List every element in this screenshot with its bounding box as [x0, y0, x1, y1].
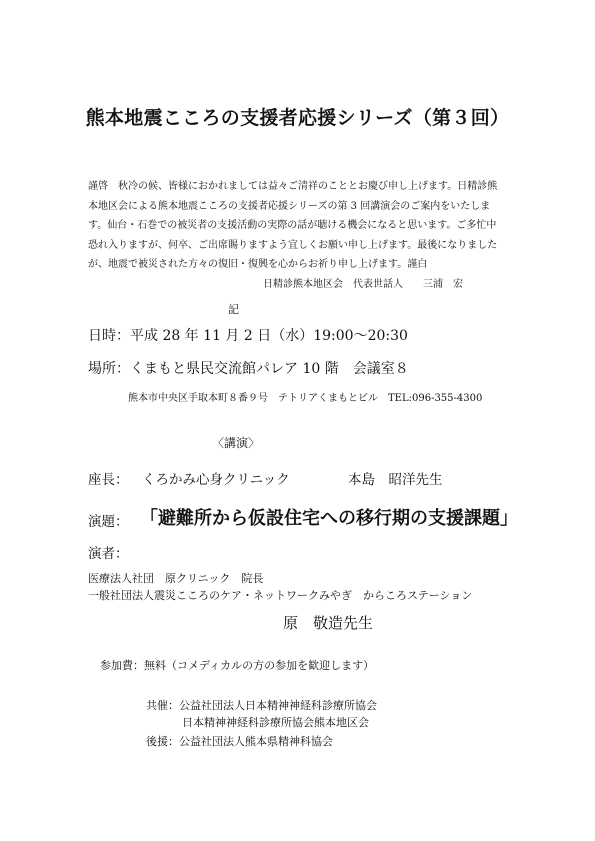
- greeting-line: す。仙台・石巻での被災者の支援活動の実際の話が聴ける機会になると思います。ご多忙中: [88, 220, 497, 232]
- lecture-heading: 〈講演〉: [212, 436, 261, 450]
- cohost-organizer: 共催：公益社団法人日本精神神経科診療所協会: [146, 699, 377, 712]
- greeting-line: が、地震で被災された方々の復旧・復興を心からお祈り申し上げます。謹白: [88, 259, 428, 271]
- speaker-label: 演者：: [88, 546, 129, 562]
- speaker-affiliation: 一般社団法人震災こころのケア・ネットワークみやぎ からころステーション: [88, 589, 473, 602]
- greeting-line: 謹啓 秋冷の候、皆様におかれましては益々ご清祥のこととお慶び申し上げます。日精診熊: [88, 181, 498, 192]
- chair-label: 座長：: [88, 472, 129, 488]
- greeting-line: 本地区会による熊本地震こころの支援者応援シリーズの第 3 回講演会のご案内をいたしま: [88, 200, 491, 212]
- signature: 日精診熊本地区会 代表世話人 三浦 宏: [263, 279, 463, 290]
- venue-address: 熊本市中央区手取本町８番９号 テトリアくまもとビル TEL:096-355-4300: [128, 393, 483, 404]
- chair-name: 本島 昭洋先生: [348, 472, 443, 488]
- speaker-name: 原 敬造先生: [283, 614, 374, 632]
- chair-organization: くろかみ心身クリニック: [142, 472, 290, 488]
- topic-label: 演題：: [88, 514, 129, 530]
- speaker-affiliation: 医療法人社団 原クリニック 院長: [88, 572, 264, 585]
- ki-marker: 記: [228, 303, 239, 316]
- greeting-line: 恐れ入りますが、何卒、ご出席賜りますよう宜しくお願い申し上げます。最後になりました: [88, 239, 498, 251]
- participation-fee: 参加費：無料（コメディカルの方の参加を歓迎します）: [100, 659, 375, 672]
- page-title: 熊本地震こころの支援者応援シリーズ（第３回）: [85, 107, 510, 129]
- event-venue: 場所：くまもと県民交流館パレア 10 階 会議室８: [88, 361, 409, 377]
- lecture-topic: 「避難所から仮設住宅への移行期の支援課題」: [140, 508, 518, 529]
- event-datetime: 日時：平成 28 年 11 月 2 日（水）19:00～20:30: [88, 328, 408, 344]
- supporting-organization: 後援：公益社団法人熊本県精神科協会: [146, 735, 333, 748]
- cohost-organizer: 日本精神神経科診療所協会熊本地区会: [182, 716, 369, 729]
- greeting-paragraph: [88, 177, 518, 275]
